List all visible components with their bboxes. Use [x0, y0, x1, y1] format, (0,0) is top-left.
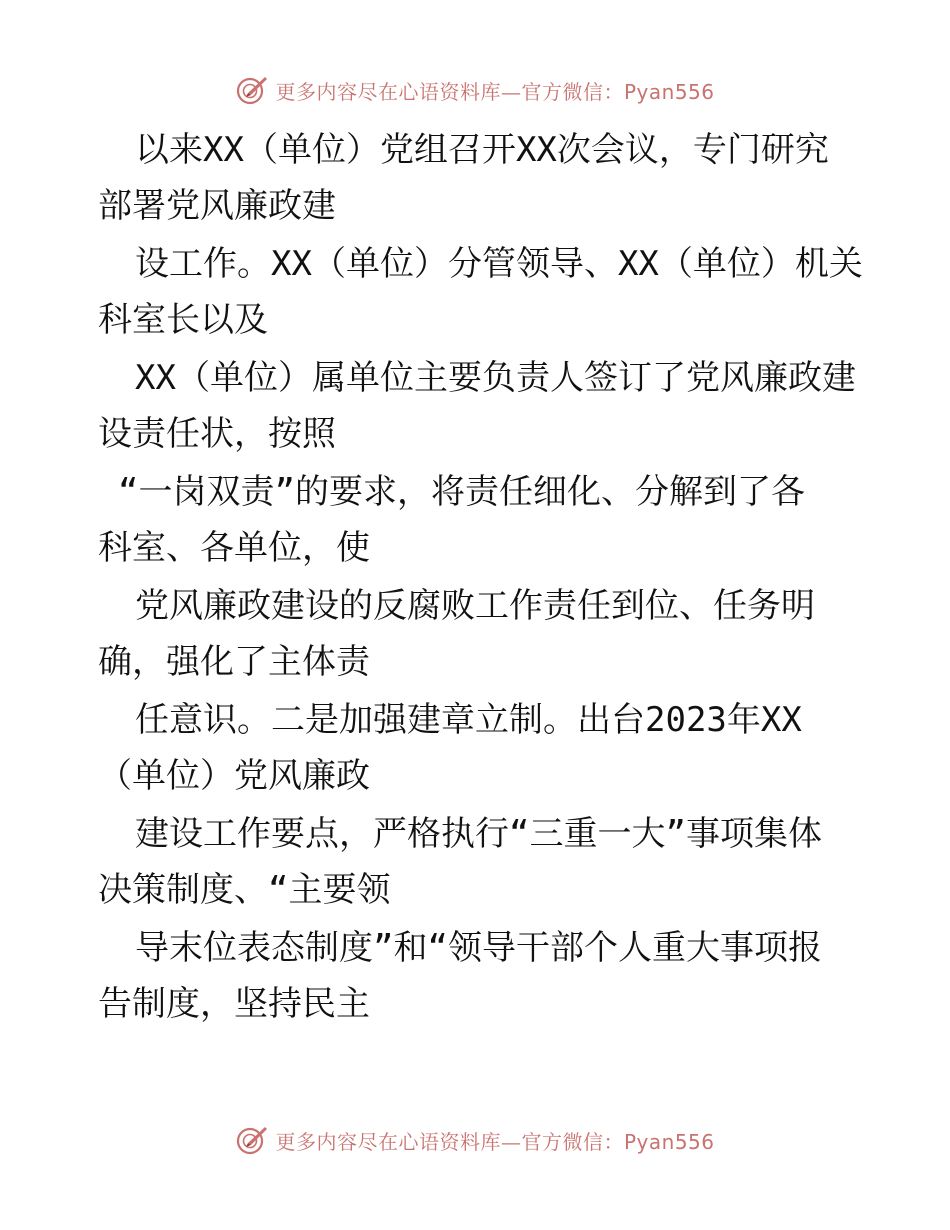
- pen-logo-icon: [235, 73, 269, 107]
- body-line-5: XX（单位）属单位主要负责人签订了党风廉政建: [135, 358, 856, 398]
- body-line-11: 任意识。二是加强建章立制。出台2023年XX: [135, 700, 802, 740]
- watermark-site: 更多内容尽在心语资料库: [275, 1129, 501, 1154]
- body-line-4: 科室长以及: [98, 300, 268, 340]
- watermark-separator: —: [500, 79, 522, 104]
- body-line-2: 部署党风廉政建: [98, 186, 336, 226]
- body-line-14: 决策制度、“主要领: [98, 870, 391, 910]
- body-line-7: “一岗双责”的要求，将责任细化、分解到了各: [118, 472, 805, 512]
- body-line-16: 告制度，坚持民主: [98, 984, 370, 1024]
- body-line-10: 确，强化了主体责: [98, 642, 370, 682]
- body-line-12: （单位）党风廉政: [98, 756, 370, 796]
- watermark-official: 官方微信：: [521, 79, 624, 104]
- body-line-1: 以来XX（单位）党组召开XX次会议，专门研究: [135, 130, 829, 170]
- watermark-site: 更多内容尽在心语资料库: [275, 79, 501, 104]
- watermark-wechat-id: Pyan556: [623, 79, 715, 104]
- watermark-official: 官方微信：: [521, 1129, 624, 1154]
- watermark-content: [235, 73, 714, 107]
- watermark-content: [235, 1123, 714, 1157]
- body-line-3: 设工作。XX（单位）分管领导、XX（单位）机关: [135, 244, 863, 284]
- body-line-6: 设责任状，按照: [98, 414, 336, 454]
- pen-logo-icon: [235, 1123, 269, 1157]
- watermark-footer: [0, 1120, 950, 1160]
- watermark-text: [275, 1126, 714, 1155]
- body-line-13: 建设工作要点，严格执行“三重一大”事项集体: [135, 814, 822, 854]
- watermark-separator: —: [500, 1129, 522, 1154]
- body-line-15: 导末位表态制度”和“领导干部个人重大事项报: [135, 928, 822, 968]
- watermark-text: [275, 76, 714, 105]
- watermark-header: [0, 70, 950, 110]
- body-line-8: 科室、各单位，使: [98, 528, 370, 568]
- body-line-9: 党风廉政建设的反腐败工作责任到位、任务明: [135, 586, 815, 626]
- watermark-wechat-id: Pyan556: [623, 1129, 715, 1154]
